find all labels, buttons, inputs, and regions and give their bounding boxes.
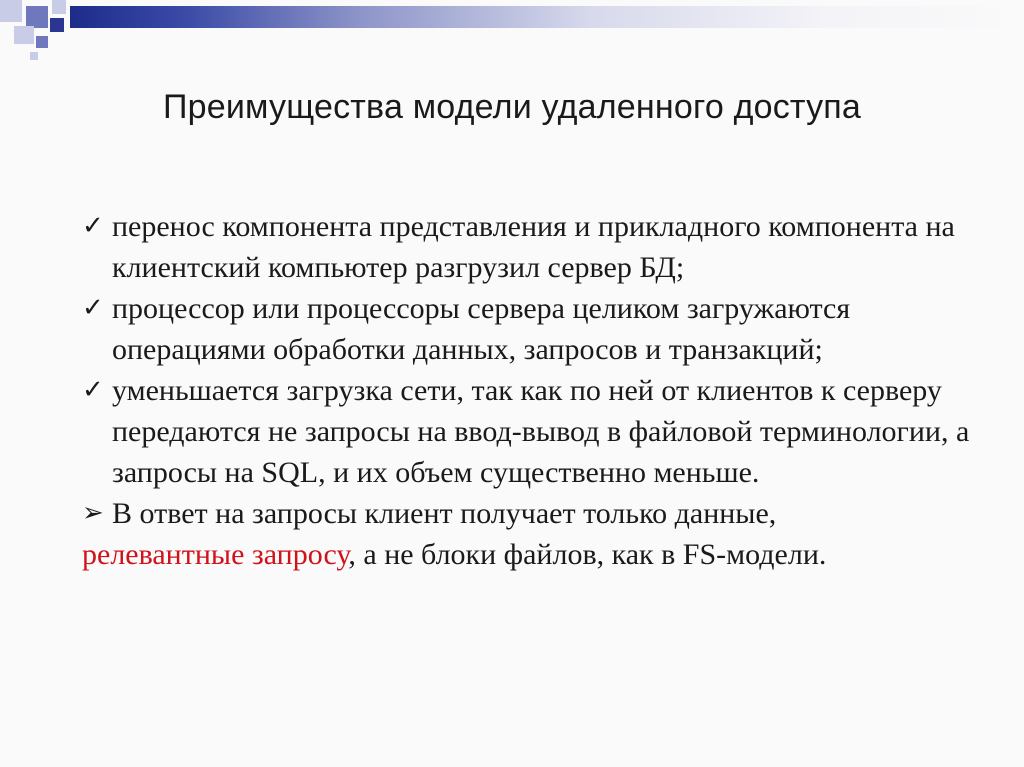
slide-title: Преимущества модели удаленного доступа [162, 88, 861, 126]
list-item [82, 206, 982, 288]
decor-square [36, 36, 48, 48]
arrowhead-icon: ➢ [82, 498, 104, 528]
slide-body [82, 206, 982, 575]
decor-square [50, 18, 64, 32]
list-item-text: перенос компонента представления и прикладного компонента на клиентский компьютер разгрузил сервер БД; [112, 210, 955, 284]
decor-square [0, 0, 22, 22]
header-band [70, 6, 1024, 28]
decor-square [14, 26, 34, 44]
final-item-line1: В ответ на запросы клиент получает только данные, [112, 497, 777, 530]
list-item [82, 288, 982, 370]
list-item [82, 370, 982, 493]
final-item-continuation [82, 534, 982, 575]
checkmark-icon: ✓ [82, 211, 104, 241]
final-item-rest: , а не блоки файлов, как в FS-модели. [348, 538, 827, 571]
list-item-text: уменьшается загрузка сети, так как по ней от клиентов к серверу передаются не запросы на ввод-вывод в файловой терминологии, а запросы на SQL, и их объем существенно меньше. [112, 374, 970, 489]
decor-square [52, 0, 66, 14]
checkmark-icon: ✓ [82, 375, 104, 405]
highlight-text: релевантные запросу [82, 538, 349, 571]
final-item [82, 493, 982, 534]
checkmark-icon: ✓ [82, 293, 104, 323]
decor-square [26, 6, 48, 28]
list-item-text: процессор или процессоры сервера целиком загружаются операциями обработки данных, запросов и транзакций; [112, 292, 851, 366]
decor-square [30, 52, 38, 60]
